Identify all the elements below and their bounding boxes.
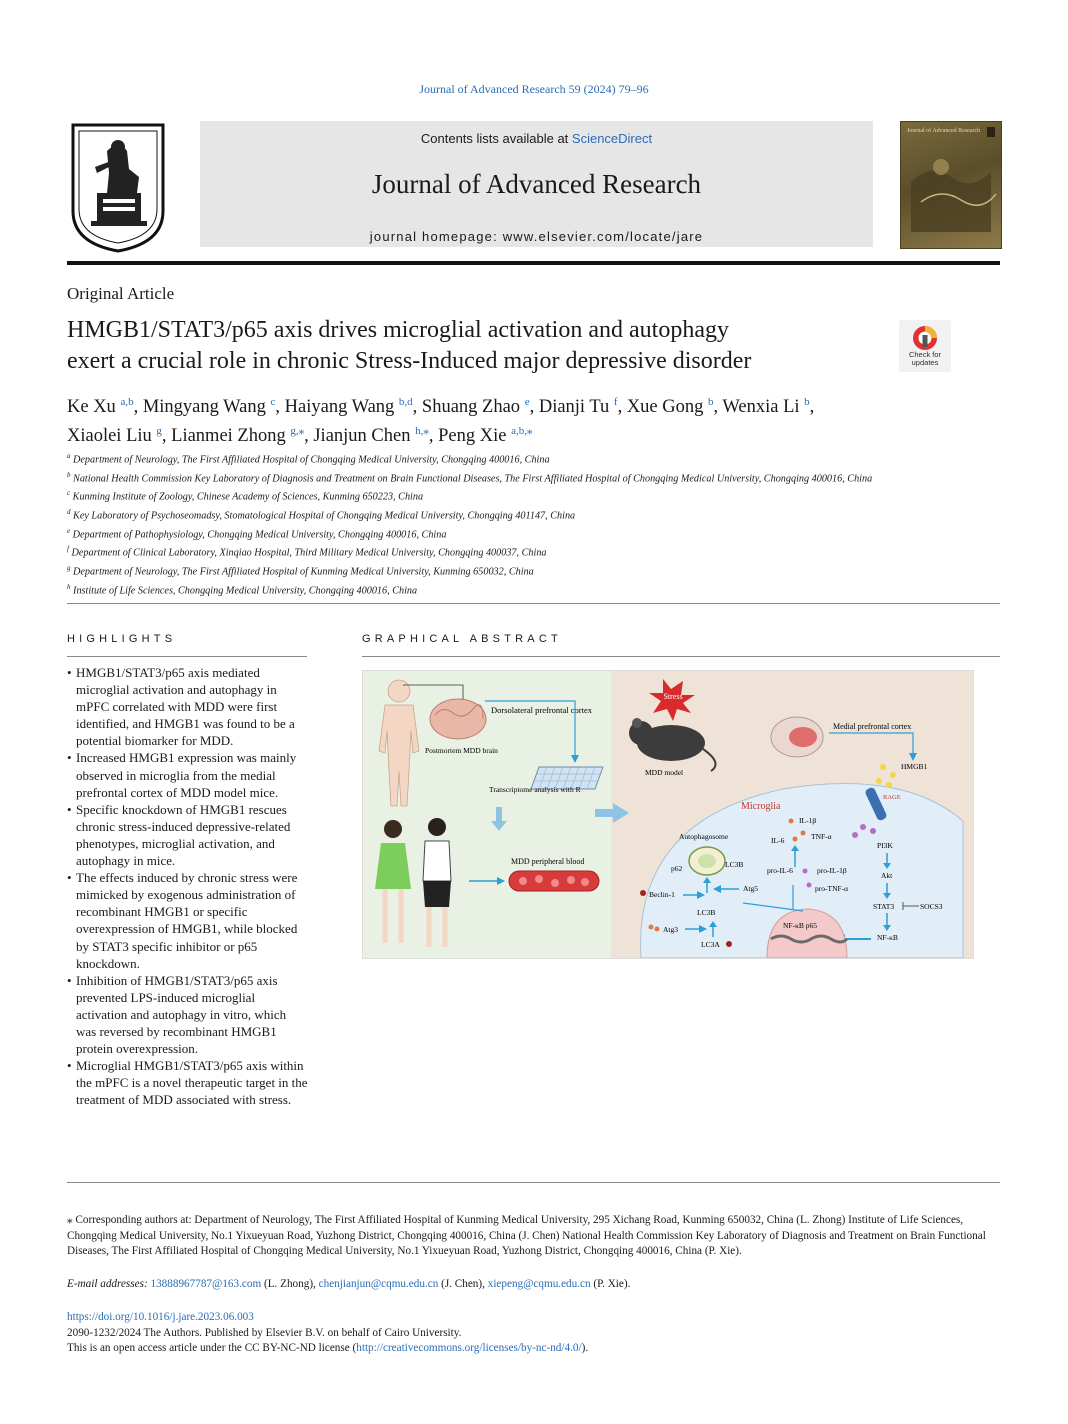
homepage-prefix: journal homepage: xyxy=(369,229,503,244)
author-affil: c xyxy=(270,396,276,408)
license-suffix: ). xyxy=(581,1342,589,1354)
highlights-rule xyxy=(67,656,307,657)
corresponding-author-note: ⁎ Corresponding authors at: Department of Neurology, The First Affiliated Hospital of Kunming Medical University, 295 Xichang Road, Kunming 650032, China (L. Zhong) Institute of Life Sciences, Chongqing Medical University, No.1 Yixueyuan Road, Yuzhong District, Chongqing 400016, China (J. Chen) National Health Commission Key Laboratory of Diagnosis and Treatment on Brain Functional Diseases, The First Affiliated Hospital of Chongqing Medical University, No.1 Yixueyuan Road, Yuzhong District, Chongqing 400016, China (P. Xie). xyxy=(67,1214,986,1257)
highlight-item: • Inhibition of HMGB1/STAT3/p65 axis prevented LPS-induced microglial activation and autophagy in vitro, which was reversed by recombinant HMGB1 protein overexpression. xyxy=(67,972,309,1057)
affiliation-key: a xyxy=(67,452,71,460)
journal-title: Journal of Advanced Research xyxy=(371,169,702,199)
author-affil: e xyxy=(524,396,530,408)
email-link[interactable]: chenjianjun@cqmu.edu.cn xyxy=(318,1278,439,1290)
affiliation xyxy=(67,524,1002,543)
ga-pro-il1b-label: pro-IL-1β xyxy=(817,866,847,875)
ga-lc3b-2-label: LC3B xyxy=(697,908,716,917)
ga-rage-label: RAGE xyxy=(883,794,901,801)
author-name: Lianmei Zhong xyxy=(171,426,286,447)
author-name: Peng Xie xyxy=(438,426,507,447)
author-name: Shuang Zhao xyxy=(421,397,521,418)
journal-reference[interactable]: Journal of Advanced Research 59 (2024) 79–96 xyxy=(419,82,649,96)
affiliation xyxy=(67,561,1002,580)
affiliation-text: Department of Neurology, The First Affiliated Hospital of Kunming Medical University, Kunming 650032, China xyxy=(73,566,534,578)
affiliation-key: h xyxy=(67,582,71,591)
author-affil: b xyxy=(804,396,810,408)
author-name: Haiyang Wang xyxy=(284,397,395,418)
affiliation-key: b xyxy=(67,470,71,479)
ga-dlpfc-label: Dorsolateral prefrontal cortex xyxy=(491,705,593,715)
author-sep: , xyxy=(275,397,285,418)
affiliation-text: Department of Neurology, The First Affiliated Hospital of Chongqing Medical University, Chongqing 400016, China xyxy=(73,454,550,466)
author-affil: a,b xyxy=(120,396,134,408)
contents-line xyxy=(200,131,873,146)
email-label: E-mail addresses: xyxy=(67,1278,148,1290)
email-addresses xyxy=(67,1278,1002,1290)
ga-autophagosome-label: Autophagosome xyxy=(679,832,729,841)
author[interactable] xyxy=(422,397,530,417)
email-owner: (P. Xie). xyxy=(590,1278,631,1290)
article-type: Original Article xyxy=(67,284,175,303)
author[interactable] xyxy=(67,426,162,446)
author[interactable] xyxy=(438,426,532,446)
affiliation-text: Kunming Institute of Zoology, Chinese Academy of Sciences, Kunming 650223, China xyxy=(72,491,424,503)
author[interactable] xyxy=(67,397,134,417)
ga-hmgb1-label: HMGB1 xyxy=(901,762,928,771)
author-affil: f xyxy=(613,396,618,408)
author[interactable] xyxy=(313,426,429,446)
author-sep: , xyxy=(133,397,143,418)
affiliation-text: Key Laboratory of Psychoseomadsy, Stomatological Hospital of Chongqing Medical University, Chongqing 401147, China xyxy=(73,510,576,522)
title-line-2: exert a crucial role in chronic Stress-Induced major depressive disorder xyxy=(67,348,752,374)
ga-akt-label: Akt xyxy=(881,871,893,880)
doi-link[interactable]: https://doi.org/10.1016/j.jare.2023.06.003 xyxy=(67,1311,254,1323)
ga-postmortem-label: Postmortem MDD brain xyxy=(425,746,498,755)
ga-pi3k-label: PI3K xyxy=(877,841,893,850)
affiliation xyxy=(67,580,1002,599)
email-link[interactable]: xiepeng@cqmu.edu.cn xyxy=(487,1278,591,1290)
author-affil: a,b,⁎ xyxy=(511,425,533,438)
ga-atg5-label: Atg5 xyxy=(743,884,758,893)
affiliation-list xyxy=(67,449,1002,599)
author-sep: , xyxy=(529,397,539,418)
author-sep: , xyxy=(713,397,723,418)
ga-stat3-label: STAT3 xyxy=(873,902,895,911)
ga-lc3b-label: LC3B xyxy=(725,860,744,869)
license-line xyxy=(67,1342,588,1354)
crossmark-label: Check for updates xyxy=(908,350,942,367)
check-for-updates-button[interactable] xyxy=(899,320,951,372)
highlight-item: • Microglial HMGB1/STAT3/p65 axis within the mPFC is a novel therapeutic target in the treatment of MDD associated with stress. xyxy=(67,1057,309,1108)
author-sep: , xyxy=(617,397,627,418)
ga-socs3-label: SOCS3 xyxy=(920,902,943,911)
ga-nfkb-label: NF-κB xyxy=(877,933,898,942)
affiliation-key: c xyxy=(67,489,71,498)
affiliation-text: Department of Clinical Laboratory, Xinqiao Hospital, Third Military Medical University, Chongqing 400037, China xyxy=(71,547,547,559)
author-sep: , xyxy=(412,397,422,418)
author-affil: b,d xyxy=(398,396,413,408)
affiliation xyxy=(67,449,1002,468)
author[interactable] xyxy=(539,397,618,417)
author-sep: , xyxy=(809,397,815,418)
graphical-abstract-figure xyxy=(362,670,974,959)
ga-peripheral-label: MDD peripheral blood xyxy=(511,857,585,866)
header-rule xyxy=(67,261,1000,265)
author-affil: g xyxy=(156,425,162,438)
homepage-url[interactable]: www.elsevier.com/locate/jare xyxy=(502,229,704,244)
affiliation-key: g xyxy=(67,564,71,573)
affiliation-text: Institute of Life Sciences, Chongqing Medical University, Chongqing 400016, China xyxy=(73,585,418,597)
affiliation xyxy=(67,468,1002,487)
ga-transcriptome-label: Transcriptome analysis with R xyxy=(489,785,581,794)
author-name: Ke Xu xyxy=(67,397,116,418)
highlight-item: • The effects induced by chronic stress were mimicked by exogenous administration of recombinant HMGB1 or specific overexpression of HMGB1, while blocked by STAT3 specific inhibitor or p65 knockdown. xyxy=(67,869,309,972)
author-name: Dianji Tu xyxy=(538,397,610,418)
affiliation xyxy=(67,505,1002,524)
author-name: Xue Gong xyxy=(626,397,704,418)
ga-il1b-label: IL-1β xyxy=(799,816,817,825)
ga-beclin1-label: Beclin-1 xyxy=(649,890,675,899)
graphical-abstract-heading: GRAPHICAL ABSTRACT xyxy=(362,633,562,645)
author[interactable] xyxy=(171,426,304,446)
author-affil: h,⁎ xyxy=(415,425,429,438)
graphical-abstract-rule xyxy=(362,656,1000,657)
author[interactable] xyxy=(627,397,714,417)
section-rule xyxy=(67,603,1000,604)
crossmark-icon xyxy=(911,324,939,352)
ga-mdd-model-label: MDD model xyxy=(645,768,684,777)
author-list xyxy=(67,390,997,448)
journal-homepage xyxy=(200,229,873,244)
author[interactable] xyxy=(143,397,276,417)
affiliation xyxy=(67,542,1002,561)
author-sep: , xyxy=(304,426,314,447)
author-name: Mingyang Wang xyxy=(142,397,266,418)
highlight-item: • HMGB1/STAT3/p65 axis mediated microglial activation and autophagy in mPFC correlated with MDD were first identified, and HMGB1 was found to be a potential biomarker for MDD. xyxy=(67,664,309,749)
license-prefix: This is an open access article under the CC BY-NC-ND license ( xyxy=(67,1342,357,1354)
contents-prefix: Contents lists available at xyxy=(420,131,572,146)
author-sep: , xyxy=(161,426,172,447)
highlight-item: • Increased HMGB1 expression was mainly observed in microglia from the medial prefrontal cortex of MDD model mice. xyxy=(67,749,309,800)
sciencedirect-link[interactable]: ScienceDirect xyxy=(571,131,653,146)
license-link[interactable]: http://creativecommons.org/licenses/by-nc-nd/4.0/ xyxy=(356,1342,582,1354)
ga-atg3-label: Atg3 xyxy=(663,925,678,934)
affiliation-key: d xyxy=(67,508,71,517)
highlight-item: • Specific knockdown of HMGB1 rescues chronic stress-induced depressive-related phenotypes, microglial activation, and autophagy in mice. xyxy=(67,801,309,869)
affiliation-text: Department of Pathophysiology, Chongqing Medical University, Chongqing 400016, China xyxy=(72,529,447,541)
ga-microglia-label: Microglia xyxy=(741,801,781,812)
highlights-list xyxy=(67,664,309,1108)
email-owner: (J. Chen), xyxy=(438,1278,488,1290)
author-name: Wenxia Li xyxy=(722,397,800,418)
author-name: Jianjun Chen xyxy=(313,426,411,447)
ga-stress-label: Stress xyxy=(663,692,683,701)
affiliation-text: National Health Commission Key Laboratory of Diagnosis and Treatment on Brain Functional Diseases, The First Affiliated Hospital of Chongqing Medical University, Chongqing 400016, China xyxy=(73,473,873,485)
ga-lc3a-label: LC3A xyxy=(701,940,720,949)
footer-rule xyxy=(67,1182,1000,1183)
author-affil: g,⁎ xyxy=(290,425,305,438)
author[interactable] xyxy=(285,397,413,417)
author-affil: b xyxy=(708,396,714,408)
email-owner: (L. Zhong), xyxy=(261,1278,319,1290)
title-line-1: HMGB1/STAT3/p65 axis drives microglial activation and autophagy xyxy=(67,317,729,343)
ga-tnfa-label: TNF-α xyxy=(811,832,832,841)
highlights-heading: HIGHLIGHTS xyxy=(67,633,177,645)
author-name: Xiaolei Liu xyxy=(67,426,152,447)
journal-cover-image xyxy=(900,121,1002,249)
ga-nfkb-p65-label: NF-κB p65 xyxy=(783,921,817,930)
author-line-2 xyxy=(67,426,532,446)
cover-title: Journal of Advanced Research xyxy=(907,128,981,134)
article-title xyxy=(67,315,887,377)
ga-il6-label: IL-6 xyxy=(771,836,785,845)
ga-pro-il6-label: pro-IL-6 xyxy=(767,866,793,875)
ga-p62-label: p62 xyxy=(671,864,683,873)
journal-masthead xyxy=(200,121,873,247)
affiliation-key: f xyxy=(67,545,69,554)
author-sep: , xyxy=(428,426,439,447)
publisher-logo xyxy=(67,121,169,253)
ga-pro-tnfa-label: pro-TNF-α xyxy=(815,884,849,893)
email-link[interactable]: 13888967787@163.com xyxy=(150,1278,262,1290)
affiliation xyxy=(67,486,1002,505)
author-line-1 xyxy=(67,397,814,417)
ga-mpfc-label: Medial prefrontal cortex xyxy=(833,722,912,731)
copyright-line: 2090-1232/2024 The Authors. Published by Elsevier B.V. on behalf of Cairo University. xyxy=(67,1327,462,1339)
affiliation-key: e xyxy=(67,526,71,535)
author[interactable] xyxy=(722,397,809,417)
